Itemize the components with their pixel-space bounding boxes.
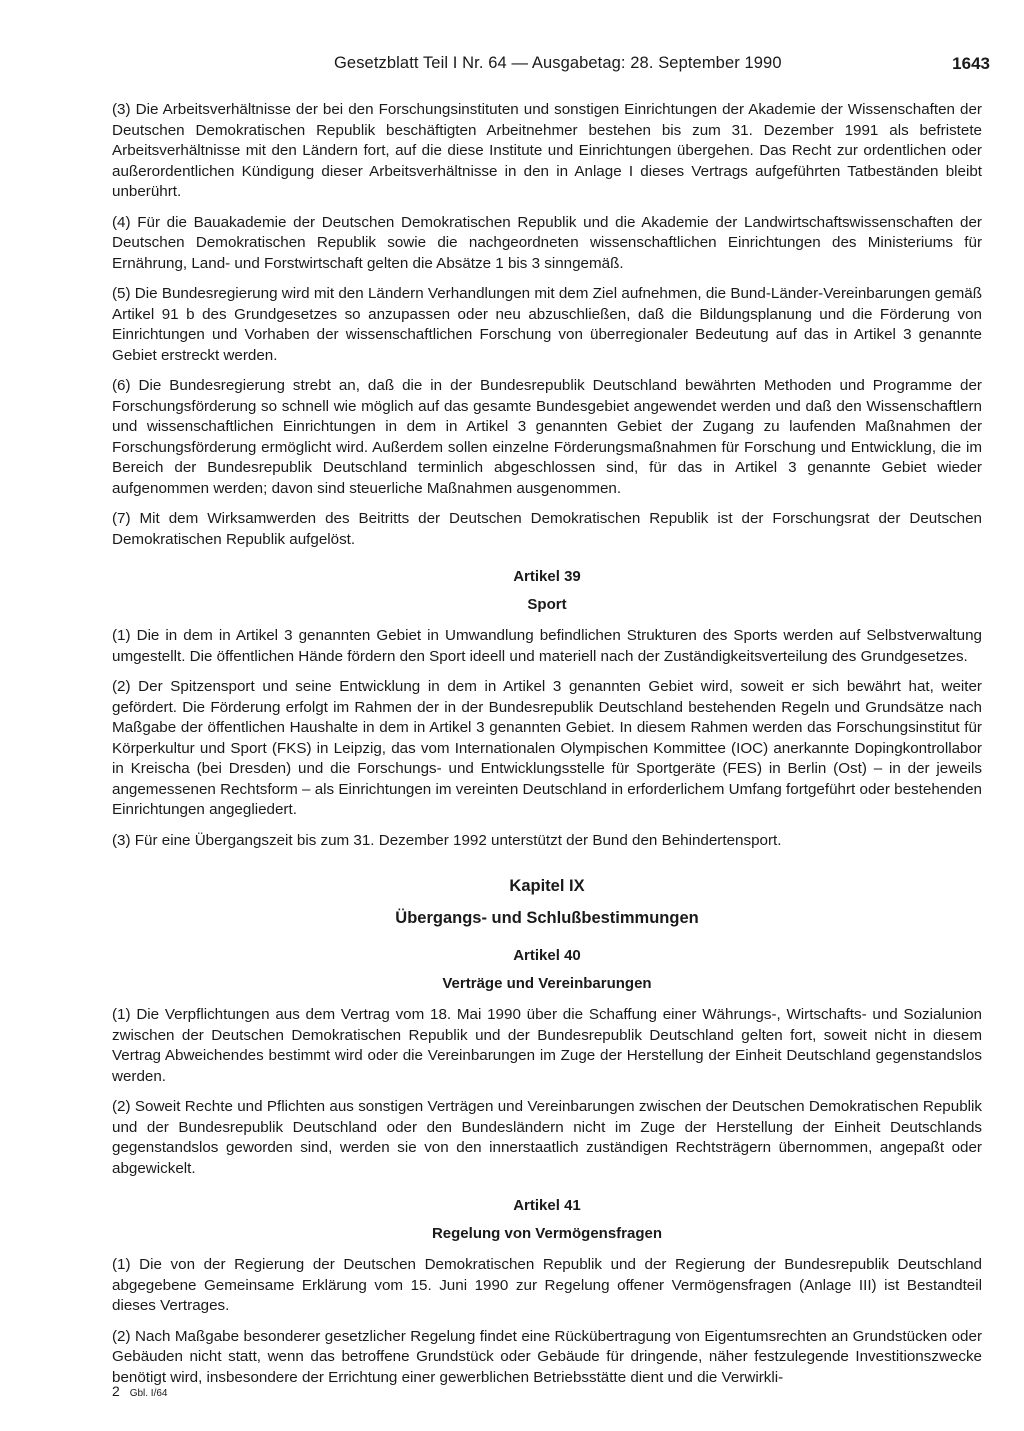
signature-mark: 2 [112, 1383, 120, 1399]
article-number: Artikel 41 [513, 1197, 581, 1214]
article-title: Sport [527, 596, 567, 613]
page-number: 1643 [952, 54, 990, 73]
issue-code: Gbl. I/64 [129, 1388, 168, 1399]
page-footer [112, 1383, 168, 1399]
article-title: Regelung von Vermögensfragen [431, 1225, 663, 1242]
page-header [110, 54, 990, 80]
paragraph: (7) Mit dem Wirksamwerden des Beitritts der Deutschen Demokratischen Republik ist der Forschungsrat der Deutschen Demokratischen Republik aufgelöst. [112, 510, 982, 548]
header-title: Gesetzblatt Teil I Nr. 64 — Ausgabetag: 28. September 1990 [334, 54, 782, 72]
chapter-title: Übergangs- und Schlußbestimmungen [395, 909, 699, 927]
paragraph: (2) Der Spitzensport und seine Entwicklung in dem in Artikel 3 genannten Gebiet wird, soweit er sich bewährt hat, weiter gefördert. Die Förderung erfolgt im Rahmen der in der Bundesrepublik Deutschland bestehenden Regeln und Grundsätze nach Maßgabe der öffentlichen Haushalte in dem in Artikel 3 genannten Gebiet. In diesem Rahmen werden das Forschungsinstitut für Körperkultur und Sport (FKS) in Leipzig, das vom Internationalen Olympischen Kommittee (IOC) anerkannte Dopingkontrollabor in Kreischa (bei Dresden) und die Forschungs- und Entwicklungsstelle für Sportgeräte (FES) in Berlin (Ost) – in der jeweils angemessenen Rechtsform – als Einrichtungen im vereinten Deutschland in erforderlichem Umfang fortgeführt oder bestehenden Einrichtungen angegliedert. [112, 678, 982, 818]
article-title: Verträge und Vereinbarungen [442, 975, 652, 992]
article-number: Artikel 39 [513, 568, 581, 585]
chapter-number: Kapitel IX [509, 877, 585, 895]
paragraph: (1) Die in dem in Artikel 3 genannten Gebiet in Umwandlung befindlichen Strukturen des Sports werden auf Selbstverwaltung umgestellt. Die öffentlichen Hände fördern den Sport ideell und materiell nach der Zuständigkeitsverteilung des Grundgesetzes. [112, 627, 982, 665]
paragraph: (3) Die Arbeitsverhältnisse der bei den Forschungsinstituten und sonstigen Einrichtungen der Akademie der Wissenschaften der Deutschen Demokratischen Republik beschäftigten Arbeitnehmer bestehen bis zum 31. Dezember 1991 als befristete Arbeitsverhältnisse mit den Ländern fort, auf die diese Institute und Einrichtungen übergehen. Das Recht zur ordentlichen oder außerordentlichen Kündigung dieser Arbeitsverhältnisse in den in Anlage I dieses Vertrags aufgeführten Tatbeständen bleibt unberührt. [112, 101, 982, 200]
document-body [112, 100, 982, 1398]
paragraph: (5) Die Bundesregierung wird mit den Ländern Verhandlungen mit dem Ziel aufnehmen, die Bund-Länder-Vereinbarungen gemäß Artikel 91 b des Grundgesetzes so anzupassen oder neu abzuschließen, daß die Bildungsplanung und die Förderung von Einrichtungen und Vorhaben der wissenschaftlichen Forschung von überregionaler Bedeutung auf das in Artikel 3 genannte Gebiet erstreckt werden. [112, 285, 982, 364]
paragraph: (3) Für eine Übergangszeit bis zum 31. Dezember 1992 unterstützt der Bund den Behindertensport. [112, 831, 782, 849]
paragraph: (1) Die von der Regierung der Deutschen Demokratischen Republik und der Regierung der Bundesrepublik Deutschland abgegebene Gemeinsame Erklärung vom 15. Juni 1990 zur Regelung offener Vermögensfragen (Anlage III) ist Bestandteil dieses Vertrages. [112, 1256, 982, 1314]
article-number: Artikel 40 [513, 947, 581, 964]
paragraph: (2) Soweit Rechte und Pflichten aus sonstigen Verträgen und Vereinbarungen zwischen der Deutschen Demokratischen Republik und der Bundesrepublik Deutschland oder den Bundesländern nicht im Zuge der Herstellung der Einheit Deutschlands gegenstandslos geworden sind, werden sie von den innerstaatlich zuständigen Rechtsträgern übernommen, angepaßt oder abgewickelt. [112, 1098, 982, 1177]
paragraph: (6) Die Bundesregierung strebt an, daß die in der Bundesrepublik Deutschland bewährten Methoden und Programme der Forschungsförderung so schnell wie möglich auf das gesamte Bundesgebiet angewendet werden und daß den Wissenschaftlern und wissenschaftlichen Einrichtungen in dem in Artikel 3 genannten Gebiet der Zugang zu laufenden Maßnahmen der Forschungsförderung ermöglicht wird. Außerdem sollen einzelne Förderungsmaßnahmen für Forschung und Entwicklung, die im Bereich der Bundesrepublik Deutschland terminlich abgeschlossen sind, für das in Artikel 3 genannte Gebiet wieder aufgenommen werden; davon sind steuerliche Maßnahmen ausgenommen. [112, 377, 982, 497]
paragraph: (1) Die Verpflichtungen aus dem Vertrag vom 18. Mai 1990 über die Schaffung einer Währungs-, Wirtschafts- und Sozialunion zwischen der Deutschen Demokratischen Republik und der Bundesrepublik Deutschland gelten fort, soweit nicht in diesem Vertrag Abweichendes bestimmt wird oder die Vereinbarungen im Zuge der Herstellung der Einheit Deutschland gegenstandslos werden. [112, 1006, 982, 1085]
paragraph: (4) Für die Bauakademie der Deutschen Demokratischen Republik und die Akademie der Landwirtschaftswissenschaften der Deutschen Demokratischen Republik sowie die nachgeordneten wissenschaftlichen Einrichtungen des Ministeriums für Ernährung, Land- und Forstwirtschaft gelten die Absätze 1 bis 3 sinngemäß. [112, 213, 982, 272]
paragraph: (2) Nach Maßgabe besonderer gesetzlicher Regelung findet eine Rückübertragung von Eigentumsrechten an Grundstücken oder Gebäuden nicht statt, wenn das betroffene Grundstück oder Gebäude für dringende, näher festzulegende Investitionszwecke benötigt wird, insbesondere der Errichtung einer gewerblichen Betriebsstätte dient und die Verwirkli- [112, 1327, 982, 1386]
